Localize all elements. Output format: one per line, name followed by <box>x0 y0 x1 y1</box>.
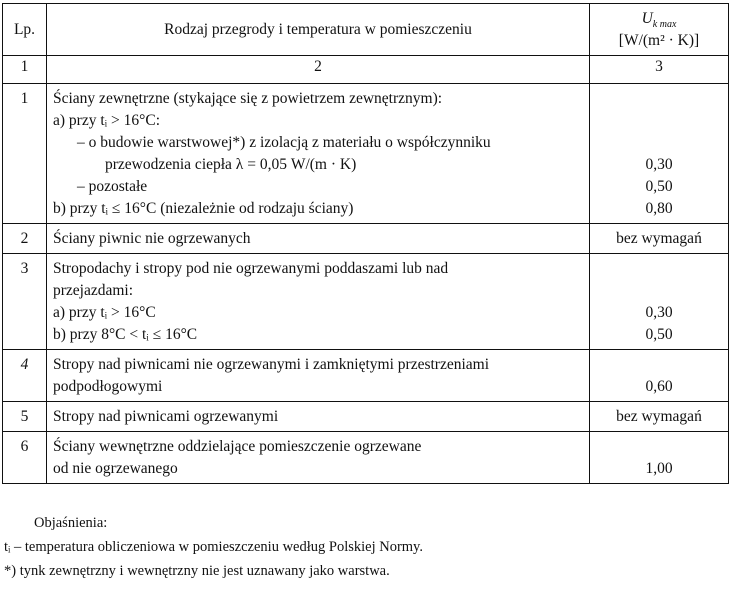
row-line: b) przy 8°C < tᵢ ≤ 16°C <box>53 326 198 343</box>
row-value: 0,60 <box>645 378 673 395</box>
requirements-table <box>2 3 729 484</box>
row-value: 0,50 <box>645 178 673 195</box>
footnotes <box>4 511 423 583</box>
row-description <box>47 254 590 350</box>
row-line: Ściany piwnic nie ogrzewanych <box>53 230 251 247</box>
col-number-3: 3 <box>590 56 729 84</box>
row-lp: 3 <box>3 254 47 350</box>
row-line: a) przy tᵢ > 16°C <box>53 304 156 321</box>
row-value: 0,30 <box>645 156 673 173</box>
row-description <box>47 224 590 254</box>
row-line: Ściany wewnętrzne oddzielające pomieszczenie ogrzewane <box>53 438 422 455</box>
row-line: Stropy nad piwnicami nie ogrzewanymi i zamkniętymi przestrzeniami <box>53 356 490 373</box>
row-value: bez wymagań <box>616 408 702 425</box>
row-lp: 5 <box>3 402 47 432</box>
row-value: 1,00 <box>645 460 673 477</box>
row-line: – o budowie warstwowej*) z izolacją z materiału o współczynniku <box>77 134 491 151</box>
header-type: Rodzaj przegrody i temperatura w pomieszczeniu <box>47 4 590 56</box>
row-description <box>47 432 590 484</box>
row-value: 0,50 <box>645 326 673 343</box>
row-lp: 2 <box>3 224 47 254</box>
row-line: od nie ogrzewanego <box>53 460 178 477</box>
row-line: Ściany zewnętrzne (stykające się z powietrzem zewnętrznym): <box>53 90 443 107</box>
header-uk <box>590 4 729 56</box>
row-values <box>590 224 729 254</box>
notes-title: Objaśnienia: <box>34 515 108 531</box>
table-row <box>3 350 729 402</box>
column-number-row <box>3 56 729 84</box>
table-row <box>3 84 729 224</box>
row-description <box>47 402 590 432</box>
header-uk-unit: [W/(m² · K)] <box>618 31 700 49</box>
table-row <box>3 254 729 350</box>
header-lp: Lp. <box>3 4 47 56</box>
row-description <box>47 350 590 402</box>
row-line: Stropodachy i stropy pod nie ogrzewanymi poddaszami lub nad <box>53 260 449 277</box>
row-value: 0,80 <box>645 200 673 217</box>
row-values <box>590 350 729 402</box>
col-number-2: 2 <box>47 56 590 84</box>
table-row <box>3 432 729 484</box>
row-line: a) przy tᵢ > 16°C: <box>53 112 161 129</box>
row-line: podpodłogowymi <box>53 378 163 395</box>
note-star: *) tynk zewnętrzny i wewnętrzny nie jest uznawany jako warstwa. <box>4 563 390 579</box>
note-ti: tᵢ – temperatura obliczeniowa w pomieszczeniu według Polskiej Normy. <box>4 539 423 555</box>
row-lp: 4 <box>3 350 47 402</box>
row-line: Stropy nad piwnicami ogrzewanymi <box>53 408 279 425</box>
row-value: 0,30 <box>645 304 673 321</box>
row-values <box>590 402 729 432</box>
table-header-row <box>3 4 729 56</box>
row-lp: 1 <box>3 84 47 224</box>
table-row <box>3 402 729 432</box>
row-line: przejazdami: <box>53 282 134 299</box>
row-lp: 6 <box>3 432 47 484</box>
row-values <box>590 432 729 484</box>
header-uk-symbol: $U_{k max}$ <box>641 9 677 30</box>
row-line: b) przy tᵢ ≤ 16°C (niezależnie od rodzaju ściany) <box>53 200 354 217</box>
row-value: bez wymagań <box>616 230 702 247</box>
col-number-1: 1 <box>3 56 47 84</box>
row-line: – pozostałe <box>77 178 148 195</box>
row-values <box>590 254 729 350</box>
row-values <box>590 84 729 224</box>
table-row <box>3 224 729 254</box>
row-line: przewodzenia ciepła λ = 0,05 W/(m · K) <box>105 156 357 173</box>
row-description <box>47 84 590 224</box>
